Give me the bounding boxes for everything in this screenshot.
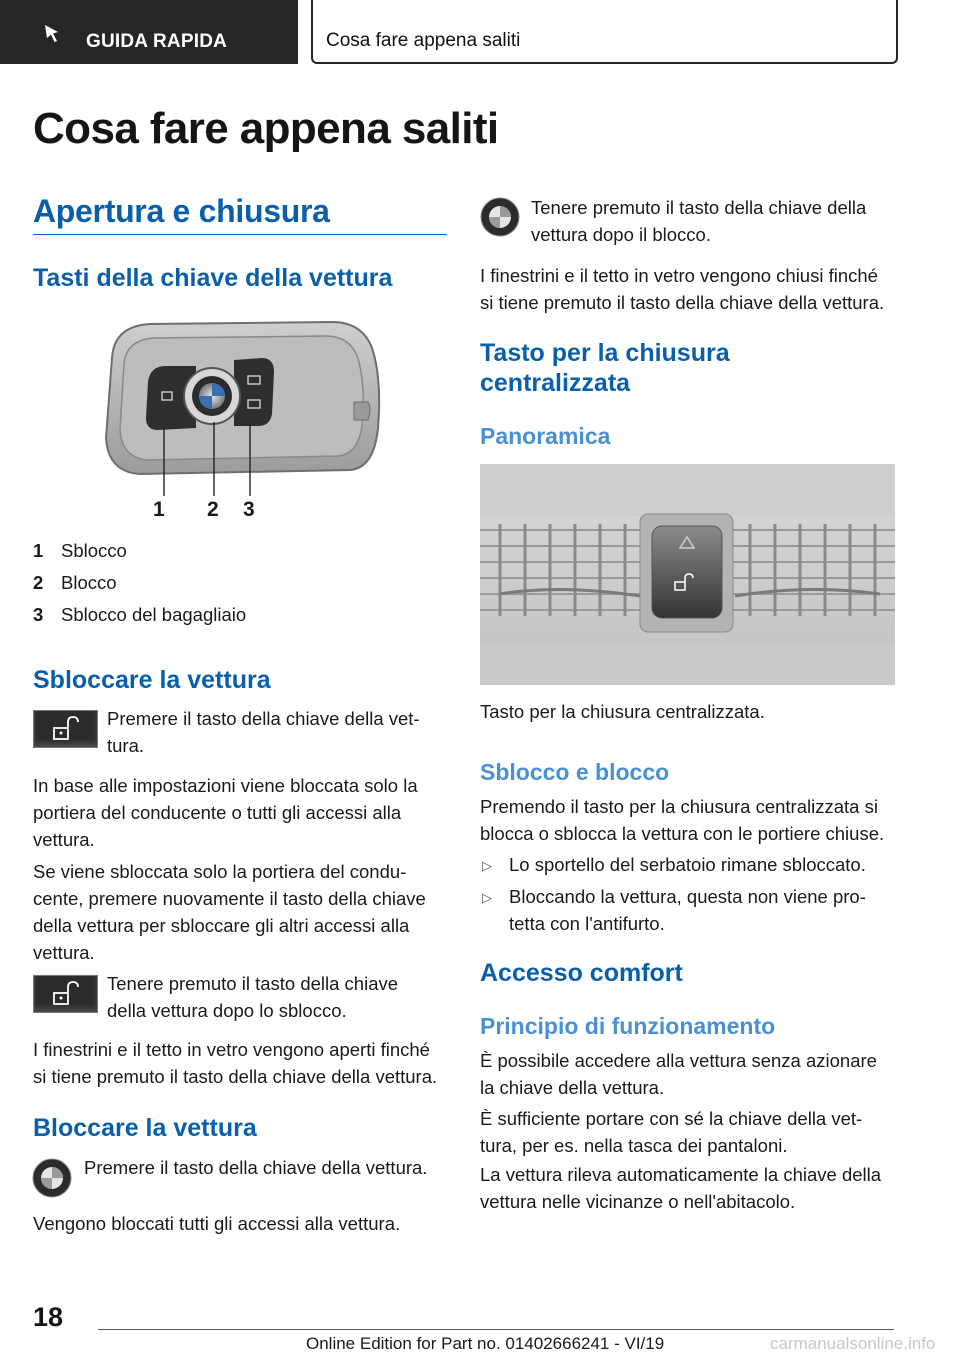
legend-number-1: 1 (33, 540, 44, 561)
comfort-access-heading: Accesso comfort (480, 959, 683, 987)
lock-unlock-paragraph: Premendo il tasto per la chiusura centralizzata si blocca o sblocca la vettura con le portiere chiuse. (480, 796, 885, 844)
legend-text-2: Blocco (61, 572, 117, 593)
header-tab-label: GUIDA RAPIDA (86, 31, 228, 52)
bmw-lock-hold-button-icon (480, 197, 520, 237)
edition-note: Online Edition for Part no. 01402666241 - VI/19 (306, 1334, 665, 1353)
key-fob-illustration (100, 318, 390, 524)
comfort-paragraph-1: È possibile accedere alla vettura senza azionare la chiave della vettura. (480, 1050, 877, 1098)
watermark: carmanualsonline.info (770, 1334, 936, 1353)
lock-heading: Bloccare la vettura (33, 1114, 257, 1142)
comfort-paragraph-2: È sufficiente portare con sé la chiave della vet- tura, per es. nella tasca dei pantaloni. (480, 1108, 863, 1156)
legend-number-2: 2 (33, 572, 44, 593)
legend-text-3: Sblocco del bagagliaio (61, 604, 247, 625)
figure-callout-1: 1 (153, 498, 165, 521)
lock-unlock-heading: Sblocco e blocco (480, 759, 670, 785)
bullet-triangle-icon: ▷ (482, 858, 492, 873)
figure-callout-3: 3 (243, 498, 255, 521)
unlock-paragraph-1: In base alle impostazioni viene bloccata solo la portiera del conducente o tutti gli accessi alla vettura. (33, 775, 418, 850)
lock-paragraph-1: Vengono bloccati tutti gli accessi alla vettura. (33, 1213, 401, 1234)
comfort-paragraph-3: La vettura rileva automaticamente la chiave della vettura nelle vicinanze o nell'abitacolo. (480, 1164, 882, 1212)
section-rule (33, 234, 447, 235)
page-number: 18 (33, 1302, 64, 1332)
bullet-triangle-icon: ▷ (482, 890, 492, 905)
page-title: Cosa fare appena saliti (33, 104, 499, 153)
lock-paragraph-2: I finestrini e il tetto in vetro vengono chiusi finché si tiene premuto il tasto della chiave della vettura. (480, 265, 885, 313)
unlock-button-icon (33, 710, 98, 748)
legend-number-3: 3 (33, 604, 44, 625)
central-locking-heading: Tasto per la chiusura centralizzata (480, 339, 730, 397)
bmw-lock-button-icon (32, 1158, 72, 1198)
unlock-heading: Sbloccare la vettura (33, 666, 271, 694)
overview-heading: Panoramica (480, 423, 611, 449)
central-locking-button-photo (480, 464, 895, 685)
header-section-title: Cosa fare appena saliti (326, 30, 521, 51)
footer-rule (98, 1329, 894, 1330)
subsection-heading-key-buttons: Tasti della chiave della vettura (33, 264, 393, 292)
photo-caption: Tasto per la chiusura centralizzata. (480, 701, 765, 722)
unlock-icon-text: Premere il tasto della chiave della vet- tura. (107, 708, 420, 756)
legend-text-1: Sblocco (61, 540, 127, 561)
bullet-item-2: Bloccando la vettura, questa non viene pro- tetta con l'antifurto. (509, 886, 866, 934)
unlock-paragraph-2: Se viene sbloccata solo la portiera del condu- cente, premere nuovamente il tasto della chiave della vettura per sbloccare gli altri accessi alla vettura. (33, 861, 426, 963)
lock-icon-text: Premere il tasto della chiave della vettura. (84, 1157, 428, 1178)
figure-callout-2: 2 (207, 498, 219, 521)
section-heading-opening-closing: Apertura e chiusura (33, 193, 330, 229)
unlock-hold-button-icon (33, 975, 98, 1013)
principle-heading: Principio di funzionamento (480, 1013, 776, 1039)
bullet-item-1: Lo sportello del serbatoio rimane sbloccato. (509, 854, 866, 875)
header-tab (0, 0, 298, 64)
pointer-hand-icon (42, 22, 64, 44)
unlock-paragraph-3: I finestrini e il tetto in vetro vengono aperti finché si tiene premuto il tasto della chiave della vettura. (33, 1039, 438, 1087)
unlock-hold-text: Tenere premuto il tasto della chiave della vettura dopo lo sblocco. (107, 973, 399, 1021)
lock-hold-text: Tenere premuto il tasto della chiave della vettura dopo il blocco. (531, 197, 867, 245)
